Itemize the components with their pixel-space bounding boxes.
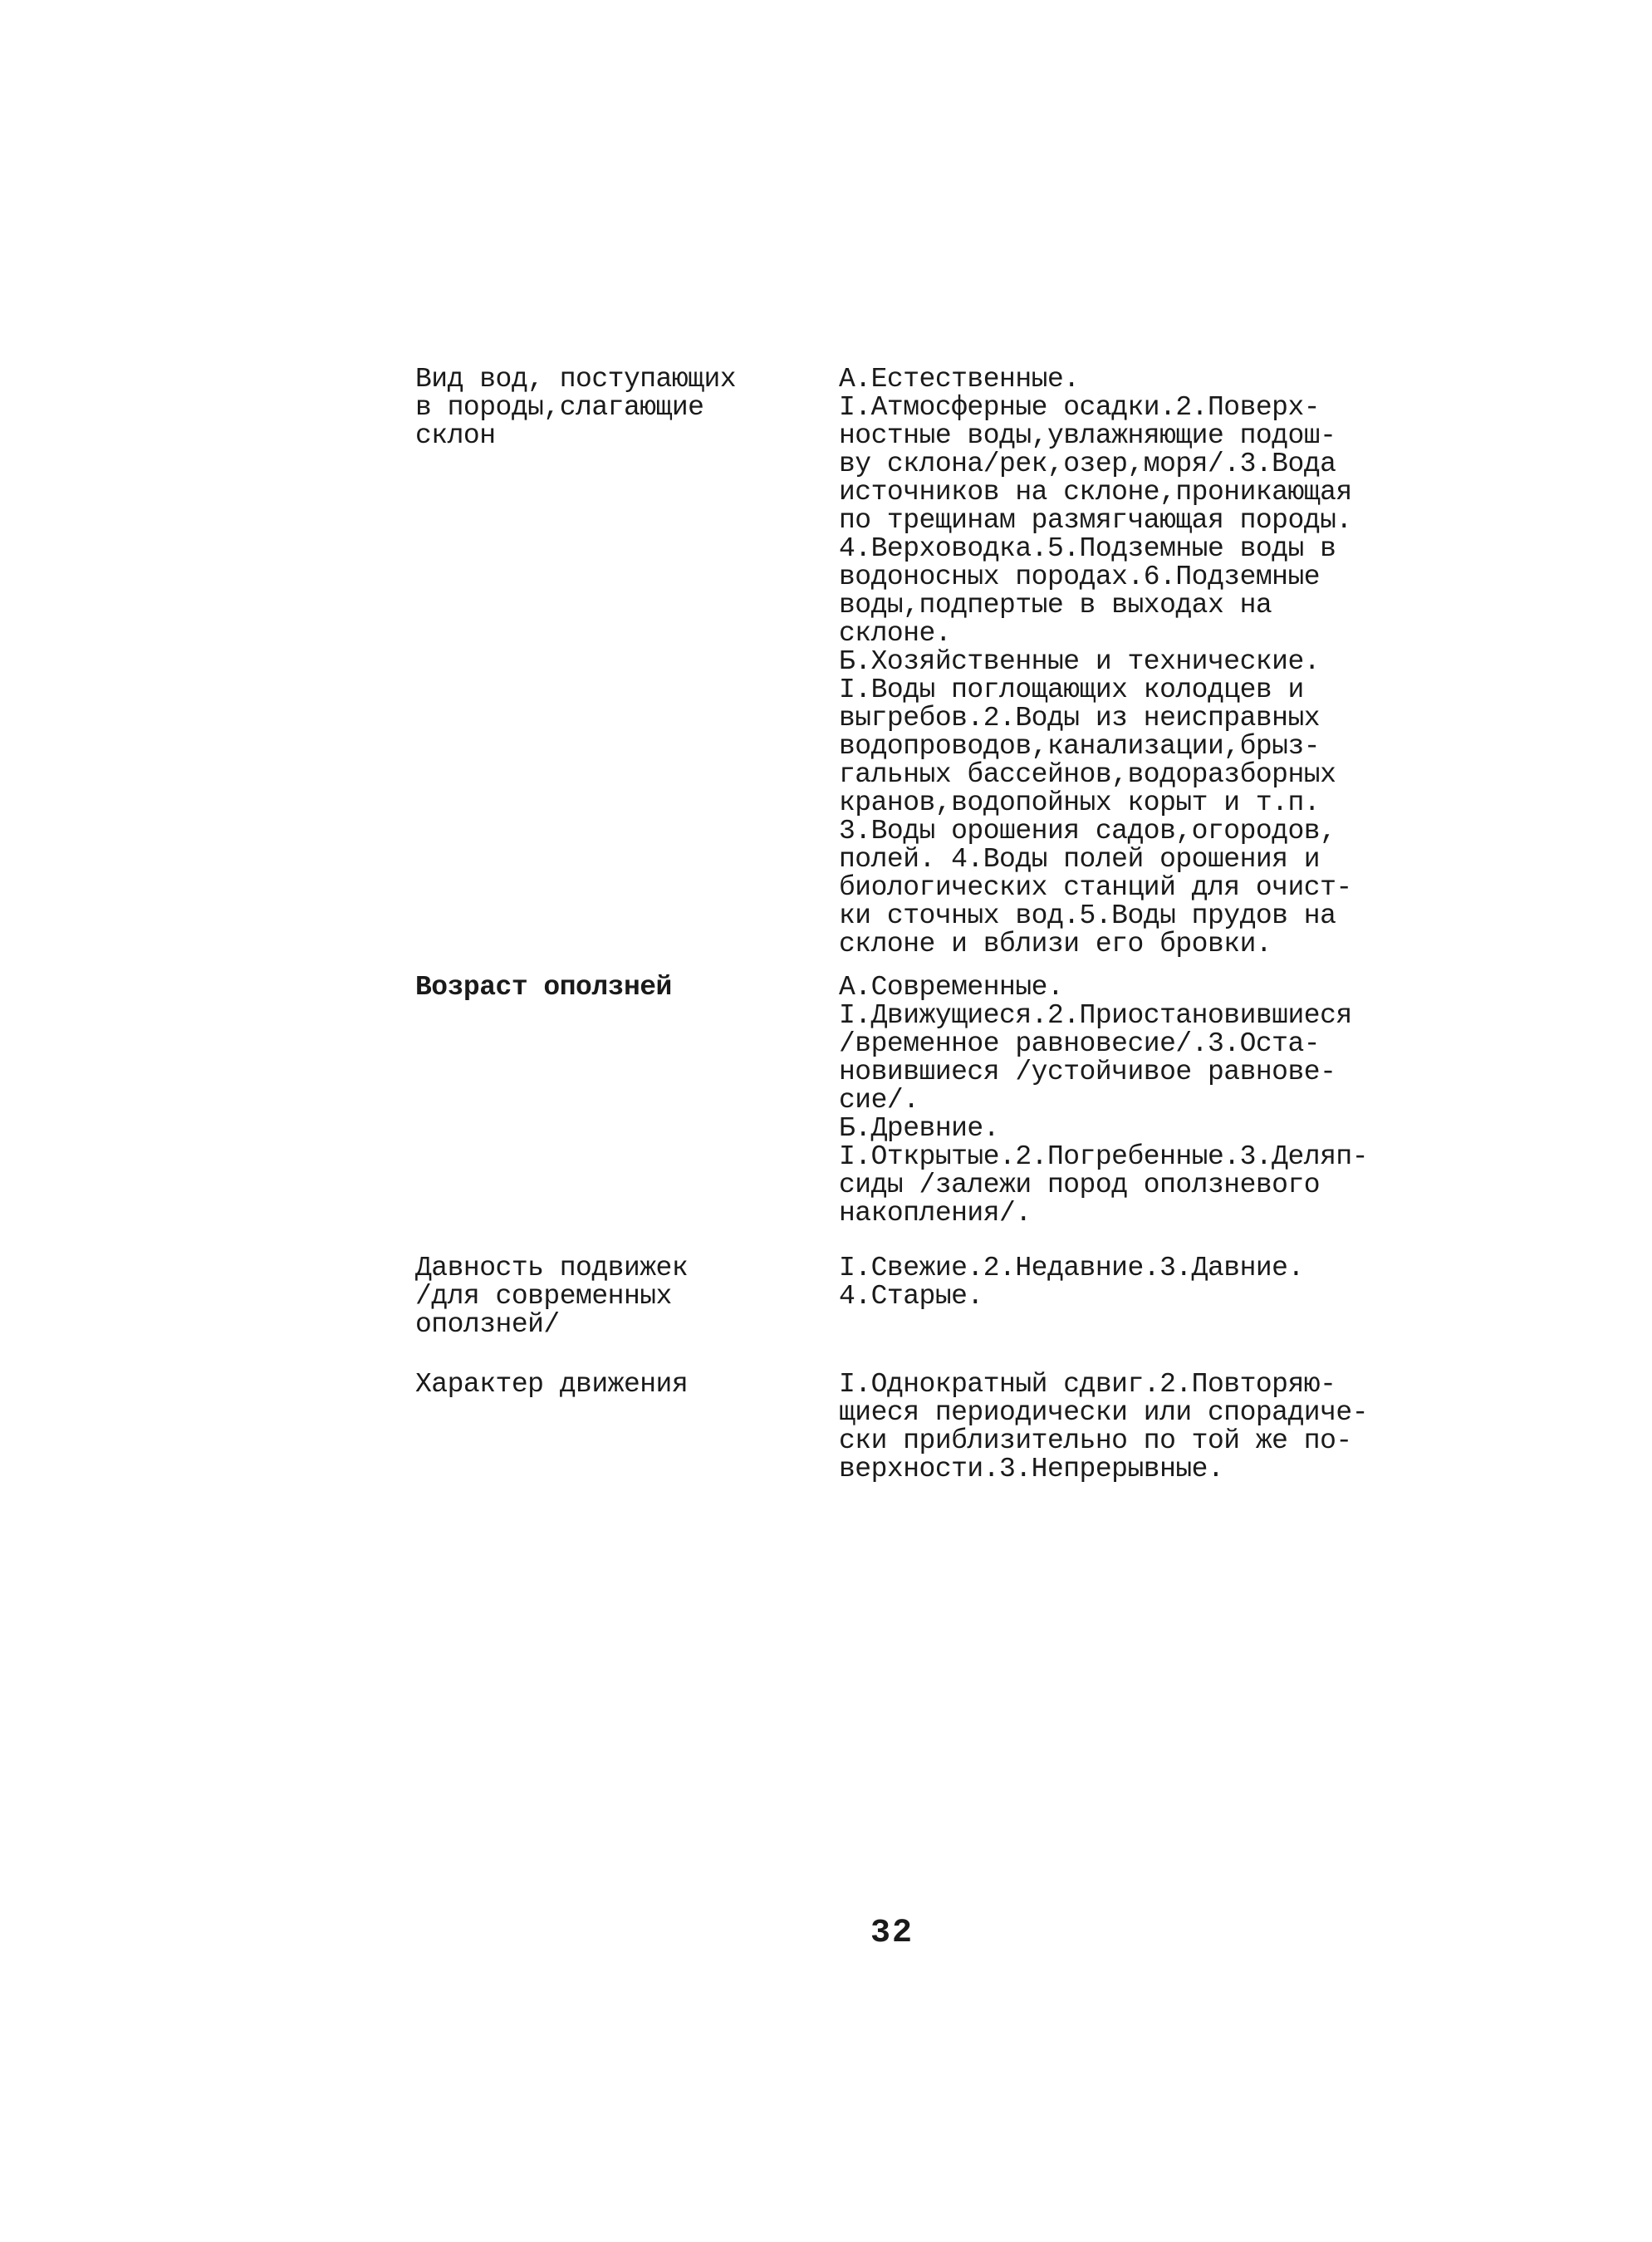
- description-line: склоне и вблизи его бровки.: [839, 929, 1272, 959]
- description-line: воды,подпертые в выходах на: [839, 590, 1272, 621]
- description-line: ностные воды,увлажняющие подош-: [839, 420, 1336, 451]
- entry-term: [415, 1254, 806, 1339]
- term-line: Вид вод, поступающих: [415, 364, 737, 395]
- entry-term: [415, 365, 806, 450]
- entry-term: [415, 974, 806, 1002]
- description-line: I.Открытые.2.Погребенные.3.Деляп-: [839, 1141, 1369, 1172]
- description-line: Б.Хозяйственные и технические.: [839, 646, 1321, 677]
- entry-description: [839, 974, 1437, 1228]
- description-line: /временное равновесие/.3.Оста-: [839, 1028, 1321, 1059]
- description-line: водопроводов,канализации,брыз-: [839, 731, 1321, 762]
- description-line: сиды /залежи пород оползневого: [839, 1170, 1321, 1200]
- term-line: Возраст оползней: [415, 972, 672, 1003]
- term-line: в породы,слагающие: [415, 392, 704, 423]
- description-line: Б.Древние.: [839, 1113, 1000, 1144]
- description-line: 4.Верховодка.5.Подземные воды в: [839, 533, 1336, 564]
- description-line: ву склона/рек,озер,моря/.3.Вода: [839, 449, 1336, 479]
- entry-term: [415, 1371, 806, 1399]
- description-line: полей. 4.Воды полей орошения и: [839, 844, 1321, 875]
- description-line: верхности.3.Непрерывные.: [839, 1454, 1224, 1484]
- description-line: сие/.: [839, 1085, 919, 1116]
- description-line: I.Атмосферные осадки.2.Поверх-: [839, 392, 1321, 423]
- description-line: I.Движущиеся.2.Приостановившиеся: [839, 1000, 1352, 1031]
- term-line: оползней/: [415, 1309, 560, 1340]
- description-line: А.Современные.: [839, 972, 1064, 1003]
- term-line: /для современных: [415, 1281, 672, 1312]
- description-line: А.Естественные.: [839, 364, 1080, 395]
- description-line: накопления/.: [839, 1198, 1032, 1229]
- description-line: водоносных породах.6.Подземные: [839, 562, 1321, 592]
- entry-description: [839, 1254, 1437, 1311]
- description-line: склоне.: [839, 618, 952, 649]
- term-line: Давность подвижек: [415, 1253, 689, 1283]
- description-line: биологических станций для очист-: [839, 872, 1352, 903]
- description-line: выгребов.2.Воды из неисправных: [839, 703, 1321, 733]
- description-line: по трещинам размягчающая породы.: [839, 505, 1352, 536]
- description-line: ски приблизительно по той же по-: [839, 1425, 1352, 1456]
- page-number: 32: [870, 1915, 914, 1952]
- description-line: I.Воды поглощающих колодцев и: [839, 675, 1304, 705]
- description-line: кранов,водопойных корыт и т.п.: [839, 787, 1321, 818]
- entry-description: [839, 1371, 1437, 1484]
- description-line: ки сточных вод.5.Воды прудов на: [839, 900, 1336, 931]
- entry-description: [839, 365, 1437, 959]
- description-line: щиеся периодически или спорадиче-: [839, 1397, 1369, 1428]
- description-line: источников на склоне,проникающая: [839, 477, 1352, 508]
- description-line: 4.Старые.: [839, 1281, 983, 1312]
- term-line: Характер движения: [415, 1369, 689, 1400]
- description-line: I.Свежие.2.Недавние.3.Давние.: [839, 1253, 1304, 1283]
- term-line: склон: [415, 420, 496, 451]
- description-line: новившиеся /устойчивое равнове-: [839, 1057, 1336, 1087]
- description-line: I.Однократный сдвиг.2.Повторяю-: [839, 1369, 1336, 1400]
- description-line: 3.Воды орошения садов,огородов,: [839, 816, 1336, 846]
- description-line: гальных бассейнов,водоразборных: [839, 759, 1336, 790]
